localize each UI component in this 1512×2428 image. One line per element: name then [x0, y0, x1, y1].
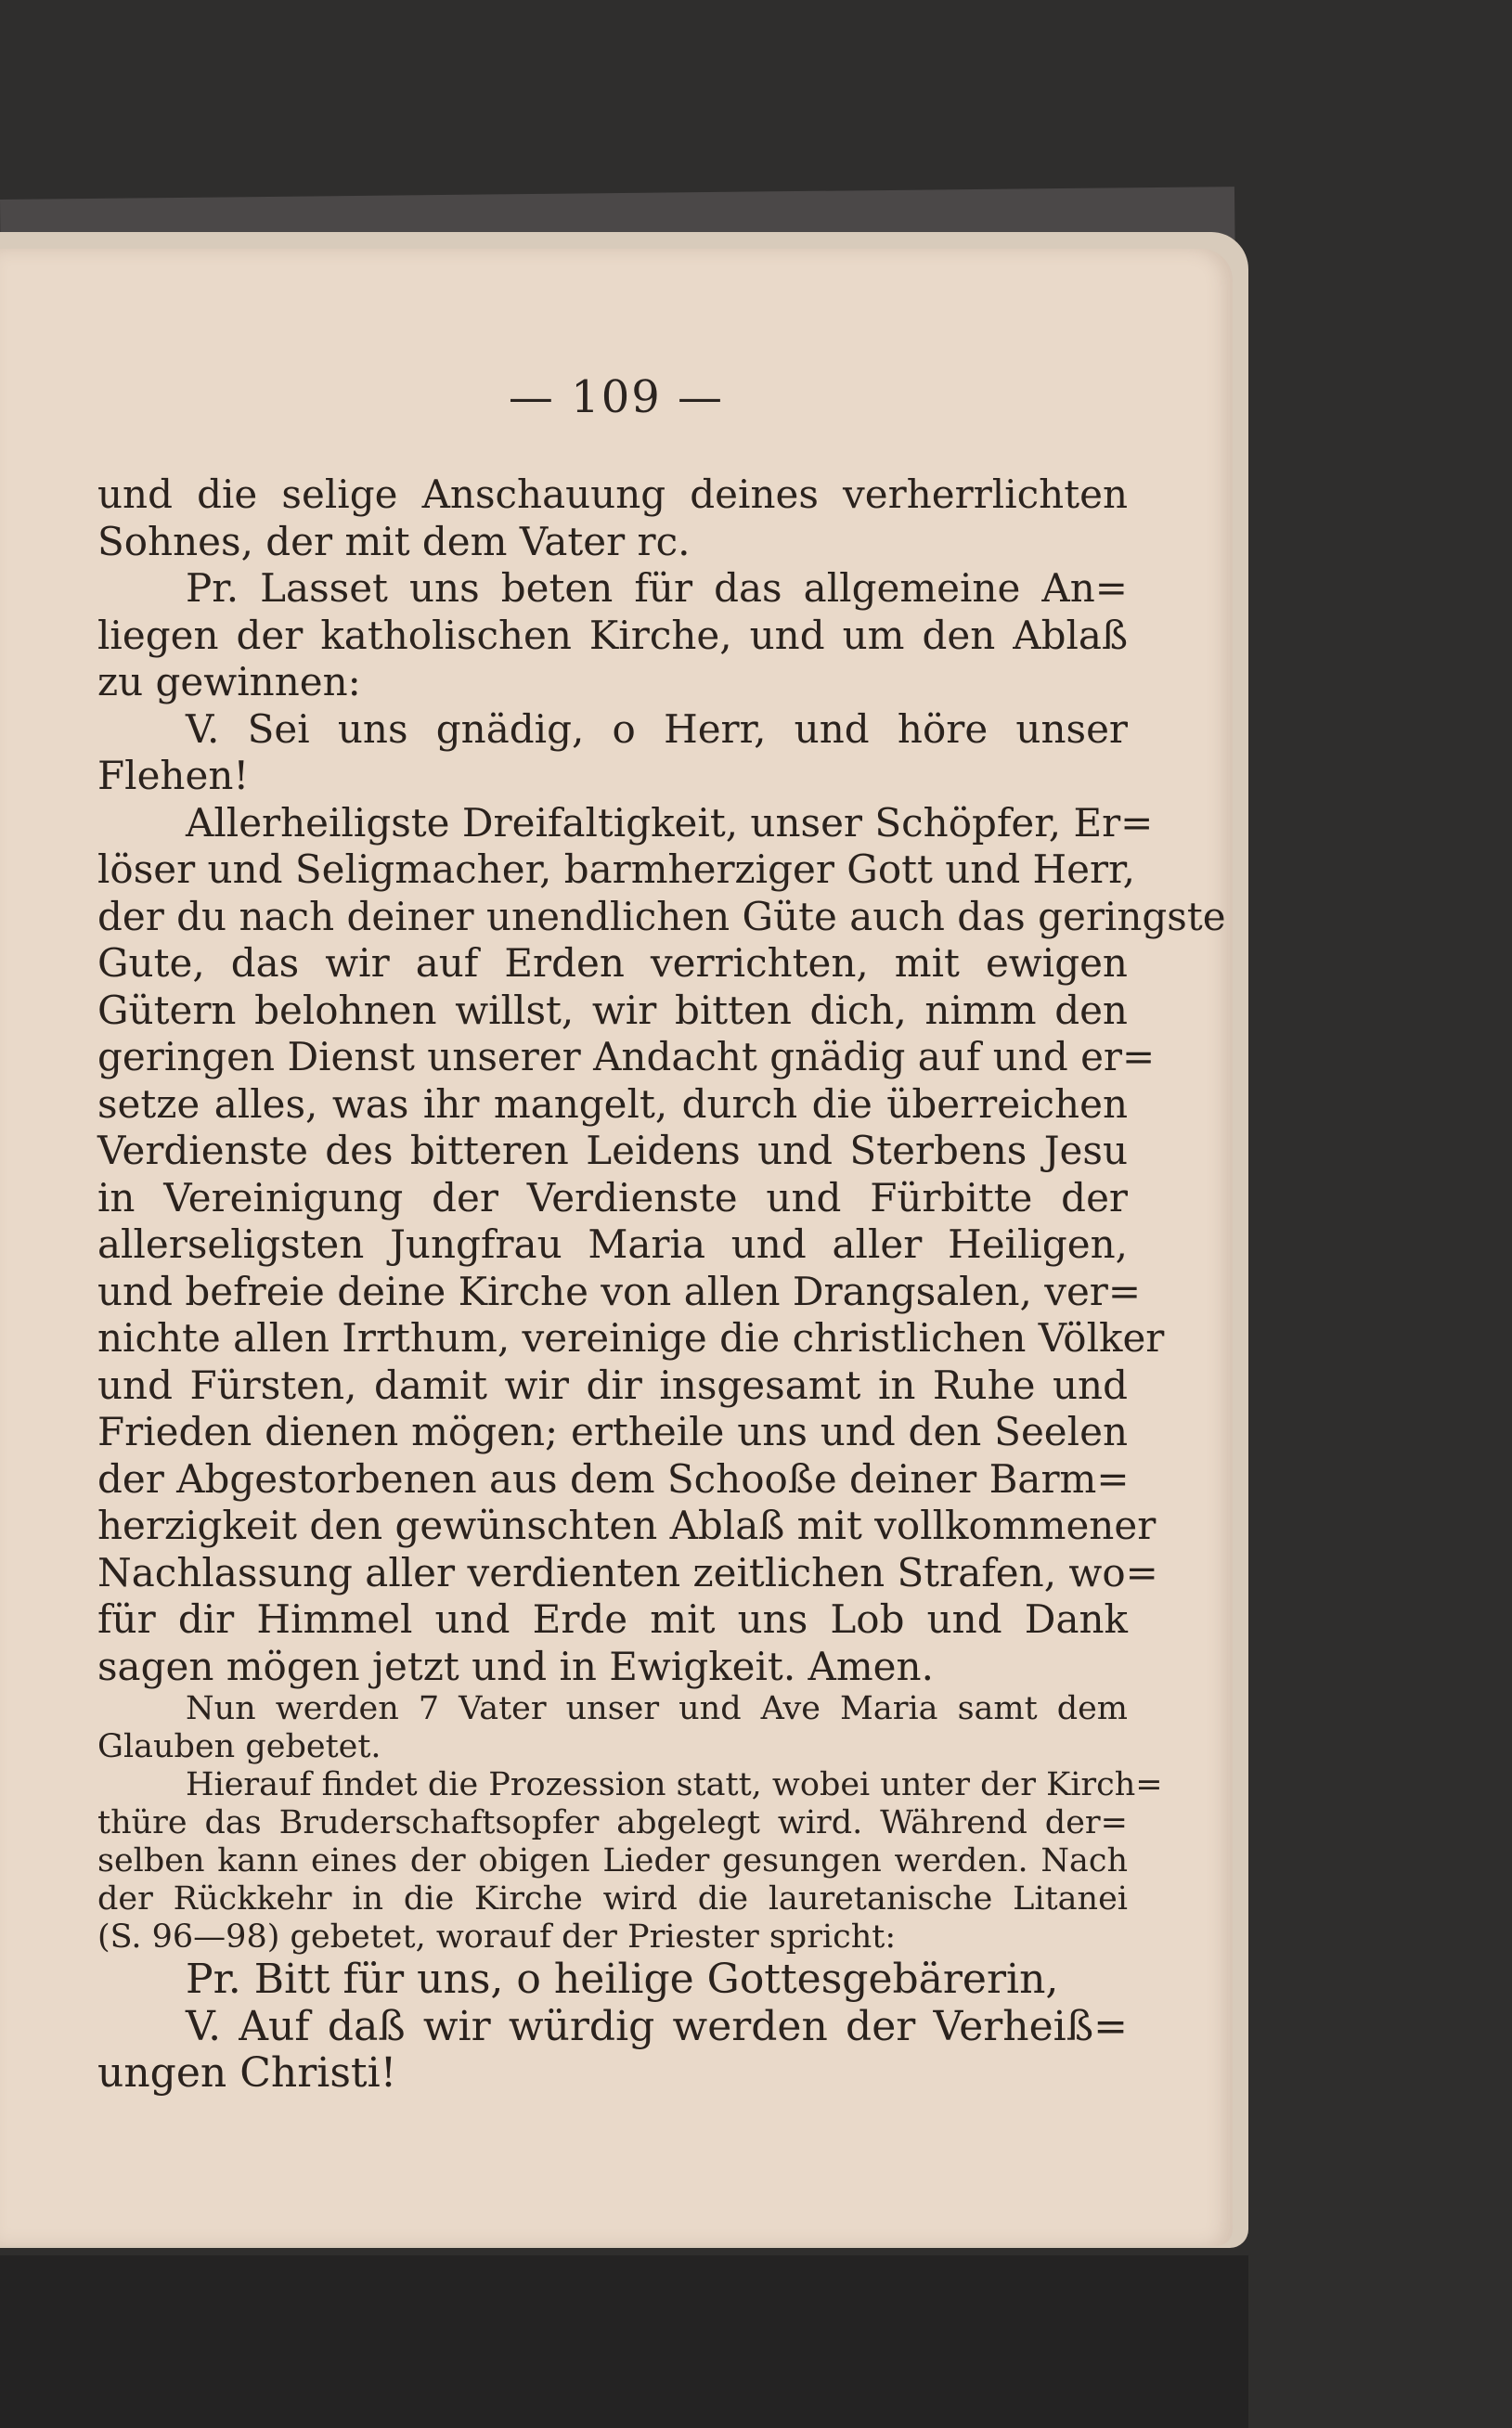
text-line: der du nach deiner unendlichen Güte auch das geringste: [97, 893, 1226, 939]
text-line: löser und Seligmacher, barmherziger Gott und Herr,: [97, 846, 1135, 892]
text-line: Pr. Lasset uns beten für das allgemeine An=: [186, 565, 1128, 611]
text-line: zu gewinnen:: [97, 659, 361, 704]
text-line: Sohnes, der mit dem Vater rc.: [97, 518, 691, 564]
text-line: für dir Himmel und Erde mit uns Lob und Dank: [97, 1596, 1128, 1642]
text-line: und Fürsten, damit wir dir insgesamt in Ruhe und: [97, 1362, 1128, 1408]
text-line: Pr. Bitt für uns, o heilige Gottesgebärerin,: [186, 1956, 1059, 2003]
text-line: geringen Dienst unserer Andacht gnädig auf und er=: [97, 1034, 1156, 1079]
text-line: V. Auf daß wir würdig werden der Verheiß=: [186, 2002, 1128, 2050]
text-line: allerseligsten Jungfrau Maria und aller Heiligen,: [97, 1221, 1128, 1267]
rubric-line: (S. 96—98) gebetet, worauf der Priester spricht:: [97, 1918, 897, 1956]
text-line: herzigkeit den gewünschten Ablaß mit vollkommener: [97, 1503, 1157, 1548]
text-line: setze alles, was ihr mangelt, durch die überreichen: [97, 1080, 1128, 1127]
text-line: Nachlassung aller verdienten zeitlichen Strafen, wo=: [97, 1549, 1158, 1595]
text-line: V. Sei uns gnädig, o Herr, und höre unser: [186, 705, 1128, 752]
rubric-line: Nun werden 7 Vater unser und Ave Maria samt dem: [186, 1690, 1128, 1727]
text-line: Allerheiligste Dreifaltigkeit, unser Schöpfer, Er=: [186, 799, 1154, 846]
text-line: Gütern belohnen willst, wir bitten dich, nimm den: [97, 987, 1128, 1033]
page-number: — 109 —: [508, 371, 725, 423]
text-line: der Abgestorbenen aus dem Schooße deiner Barm=: [97, 1455, 1130, 1502]
text-line: nichte allen Irrthum, vereinige die christlichen Völker: [97, 1315, 1165, 1361]
text-line: sagen mögen jetzt und in Ewigkeit. Amen.: [97, 1643, 934, 1689]
rubric-line: der Rückkehr in die Kirche wird die lauretanische Litanei: [97, 1880, 1128, 1918]
dark-background: [0, 2255, 1248, 2428]
text-line: und die selige Anschauung deines verherrlichten: [97, 471, 1128, 517]
rubric-line: selben kann eines der obigen Lieder gesungen werden. Nach: [97, 1842, 1128, 1879]
text-line: und befreie deine Kirche von allen Drangsalen, ver=: [97, 1268, 1142, 1314]
rubric-line: thüre das Bruderschaftsopfer abgelegt wird. Während der=: [97, 1804, 1128, 1841]
text-line: Flehen!: [97, 753, 250, 798]
text-line: liegen der katholischen Kirche, und um den Ablaß: [97, 612, 1128, 658]
text-line: Frieden dienen mögen; ertheile uns und den Seelen: [97, 1409, 1128, 1454]
text-line: ungen Christi!: [97, 2049, 397, 2097]
text-line: Gute, das wir auf Erden verrichten, mit ewigen: [97, 940, 1128, 986]
rubric-line: Hierauf findet die Prozession statt, wobei unter der Kirch=: [186, 1766, 1163, 1803]
rubric-line: Glauben gebetet.: [97, 1728, 381, 1765]
text-line: Verdienste des bitteren Leidens und Sterbens Jesu: [97, 1128, 1128, 1173]
body-text: [97, 471, 1226, 2098]
text-line: in Vereinigung der Verdienste und Fürbitte der: [97, 1174, 1128, 1220]
